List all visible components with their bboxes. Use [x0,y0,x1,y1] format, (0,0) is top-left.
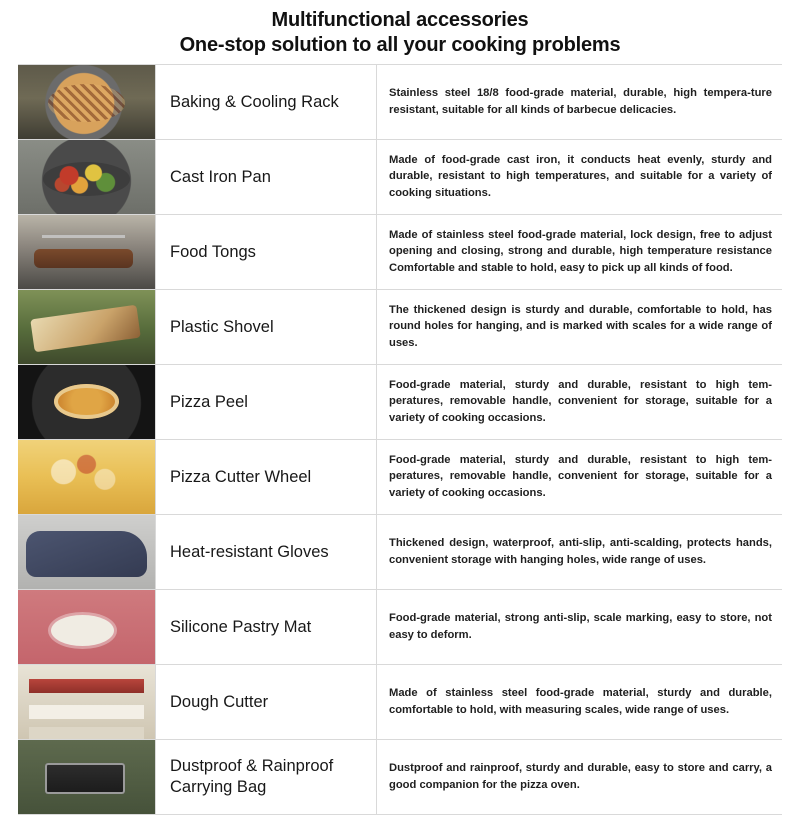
product-name: Cast Iron Pan [170,167,271,186]
product-name: Food Tongs [170,242,256,261]
product-description: Made of food-grade cast iron, it conducts heat evenly, sturdy and durable, resistant to high temperatures, and suitable for a variety of cooking situations. [389,153,772,199]
product-name: Dustproof & Rainproof Carrying Bag [170,757,334,796]
table-row [18,215,782,290]
cast-iron-pan-photo [18,140,155,214]
product-image-cell [18,290,155,364]
table-row [18,440,782,515]
product-description-cell [377,65,782,139]
product-name-cell [155,665,377,739]
plastic-shovel-photo [18,290,155,364]
product-name: Dough Cutter [170,692,269,711]
product-name: Pizza Cutter Wheel [170,467,312,486]
product-name: Plastic Shovel [170,317,274,336]
product-description-cell [377,590,782,664]
product-image-cell [18,140,155,214]
product-description: Dustproof and rainproof, sturdy and durable, easy to store and carry, a good companion for the pizza oven. [389,762,772,791]
product-name: Pizza Peel [170,392,248,411]
product-name-cell [155,440,377,514]
product-description-cell [377,290,782,364]
product-name-cell [155,65,377,139]
product-description: Made of stainless steel food-grade material, lock design, free to adjust opening and closing, strong and durable, high temperature resistance Comfortable and stable to hold, easy to pick up all kinds of food. [389,228,772,274]
product-name-cell [155,290,377,364]
table-row [18,290,782,365]
product-image-cell [18,65,155,139]
pizza-peel-photo [18,365,155,439]
page-header [0,0,800,64]
product-description: Food-grade material, sturdy and durable, resistant to high tem-peratures, removable handle, convenient for storage, suitable for a variety of cooking occasions. [389,453,772,499]
product-description: Food-grade material, strong anti-slip, scale marking, easy to store, not easy to deform. [389,612,772,641]
pizza-cutter-wheel-photo [18,440,155,514]
page-title-line-1: Multifunctional accessories [271,9,529,31]
dough-cutter-photo [18,665,155,739]
product-image-cell [18,215,155,289]
table-row [18,665,782,740]
product-name: Silicone Pastry Mat [170,617,312,636]
accessories-table [18,64,782,815]
product-description: Food-grade material, sturdy and durable, resistant to high tem-peratures, removable handle, convenient for storage, suitable for a variety of cooking occasions. [389,378,772,424]
table-row [18,65,782,140]
product-image-cell [18,365,155,439]
product-name: Heat-resistant Gloves [170,542,329,561]
product-name-cell [155,140,377,214]
table-row [18,590,782,665]
heat-resistant-gloves-photo [18,515,155,589]
product-name-cell [155,365,377,439]
silicone-pastry-mat-photo [18,590,155,664]
table-row [18,740,782,815]
product-description-cell [377,665,782,739]
baking-and-cooling-rack-photo [18,65,155,139]
page-title-line-2: One-stop solution to all your cooking problems [179,33,621,56]
product-image-cell [18,440,155,514]
product-description: Thickened design, waterproof, anti-slip, anti-scalding, protects hands, convenient storage with hanging holes, wide range of uses. [389,537,772,566]
product-name-cell [155,590,377,664]
product-image-cell [18,590,155,664]
product-name-cell [155,215,377,289]
product-description-cell [377,515,782,589]
product-description-cell [377,215,782,289]
product-description: Made of stainless steel food-grade material, sturdy and durable, comfortable to hold, with measuring scales, wide range of uses. [389,687,772,716]
food-tongs-photo [18,215,155,289]
table-row [18,515,782,590]
product-description: The thickened design is sturdy and durable, comfortable to hold, has round holes for hanging, and is marked with scales for a wide range of uses. [389,303,772,349]
product-description-cell [377,740,782,814]
product-description-cell [377,365,782,439]
product-image-cell [18,515,155,589]
product-description-cell [377,140,782,214]
product-description-cell [377,440,782,514]
dustproof-rainproof-carrying-bag-photo [18,740,155,814]
table-row [18,365,782,440]
product-image-cell [18,665,155,739]
product-name: Baking & Cooling Rack [170,92,339,111]
product-image-cell [18,740,155,814]
product-name-cell [155,515,377,589]
table-row [18,140,782,215]
product-description: Stainless steel 18/8 food-grade material, durable, high tempera-ture resistant, suitable for all kinds of barbecue delicacies. [389,87,772,116]
product-name-cell [155,740,377,814]
